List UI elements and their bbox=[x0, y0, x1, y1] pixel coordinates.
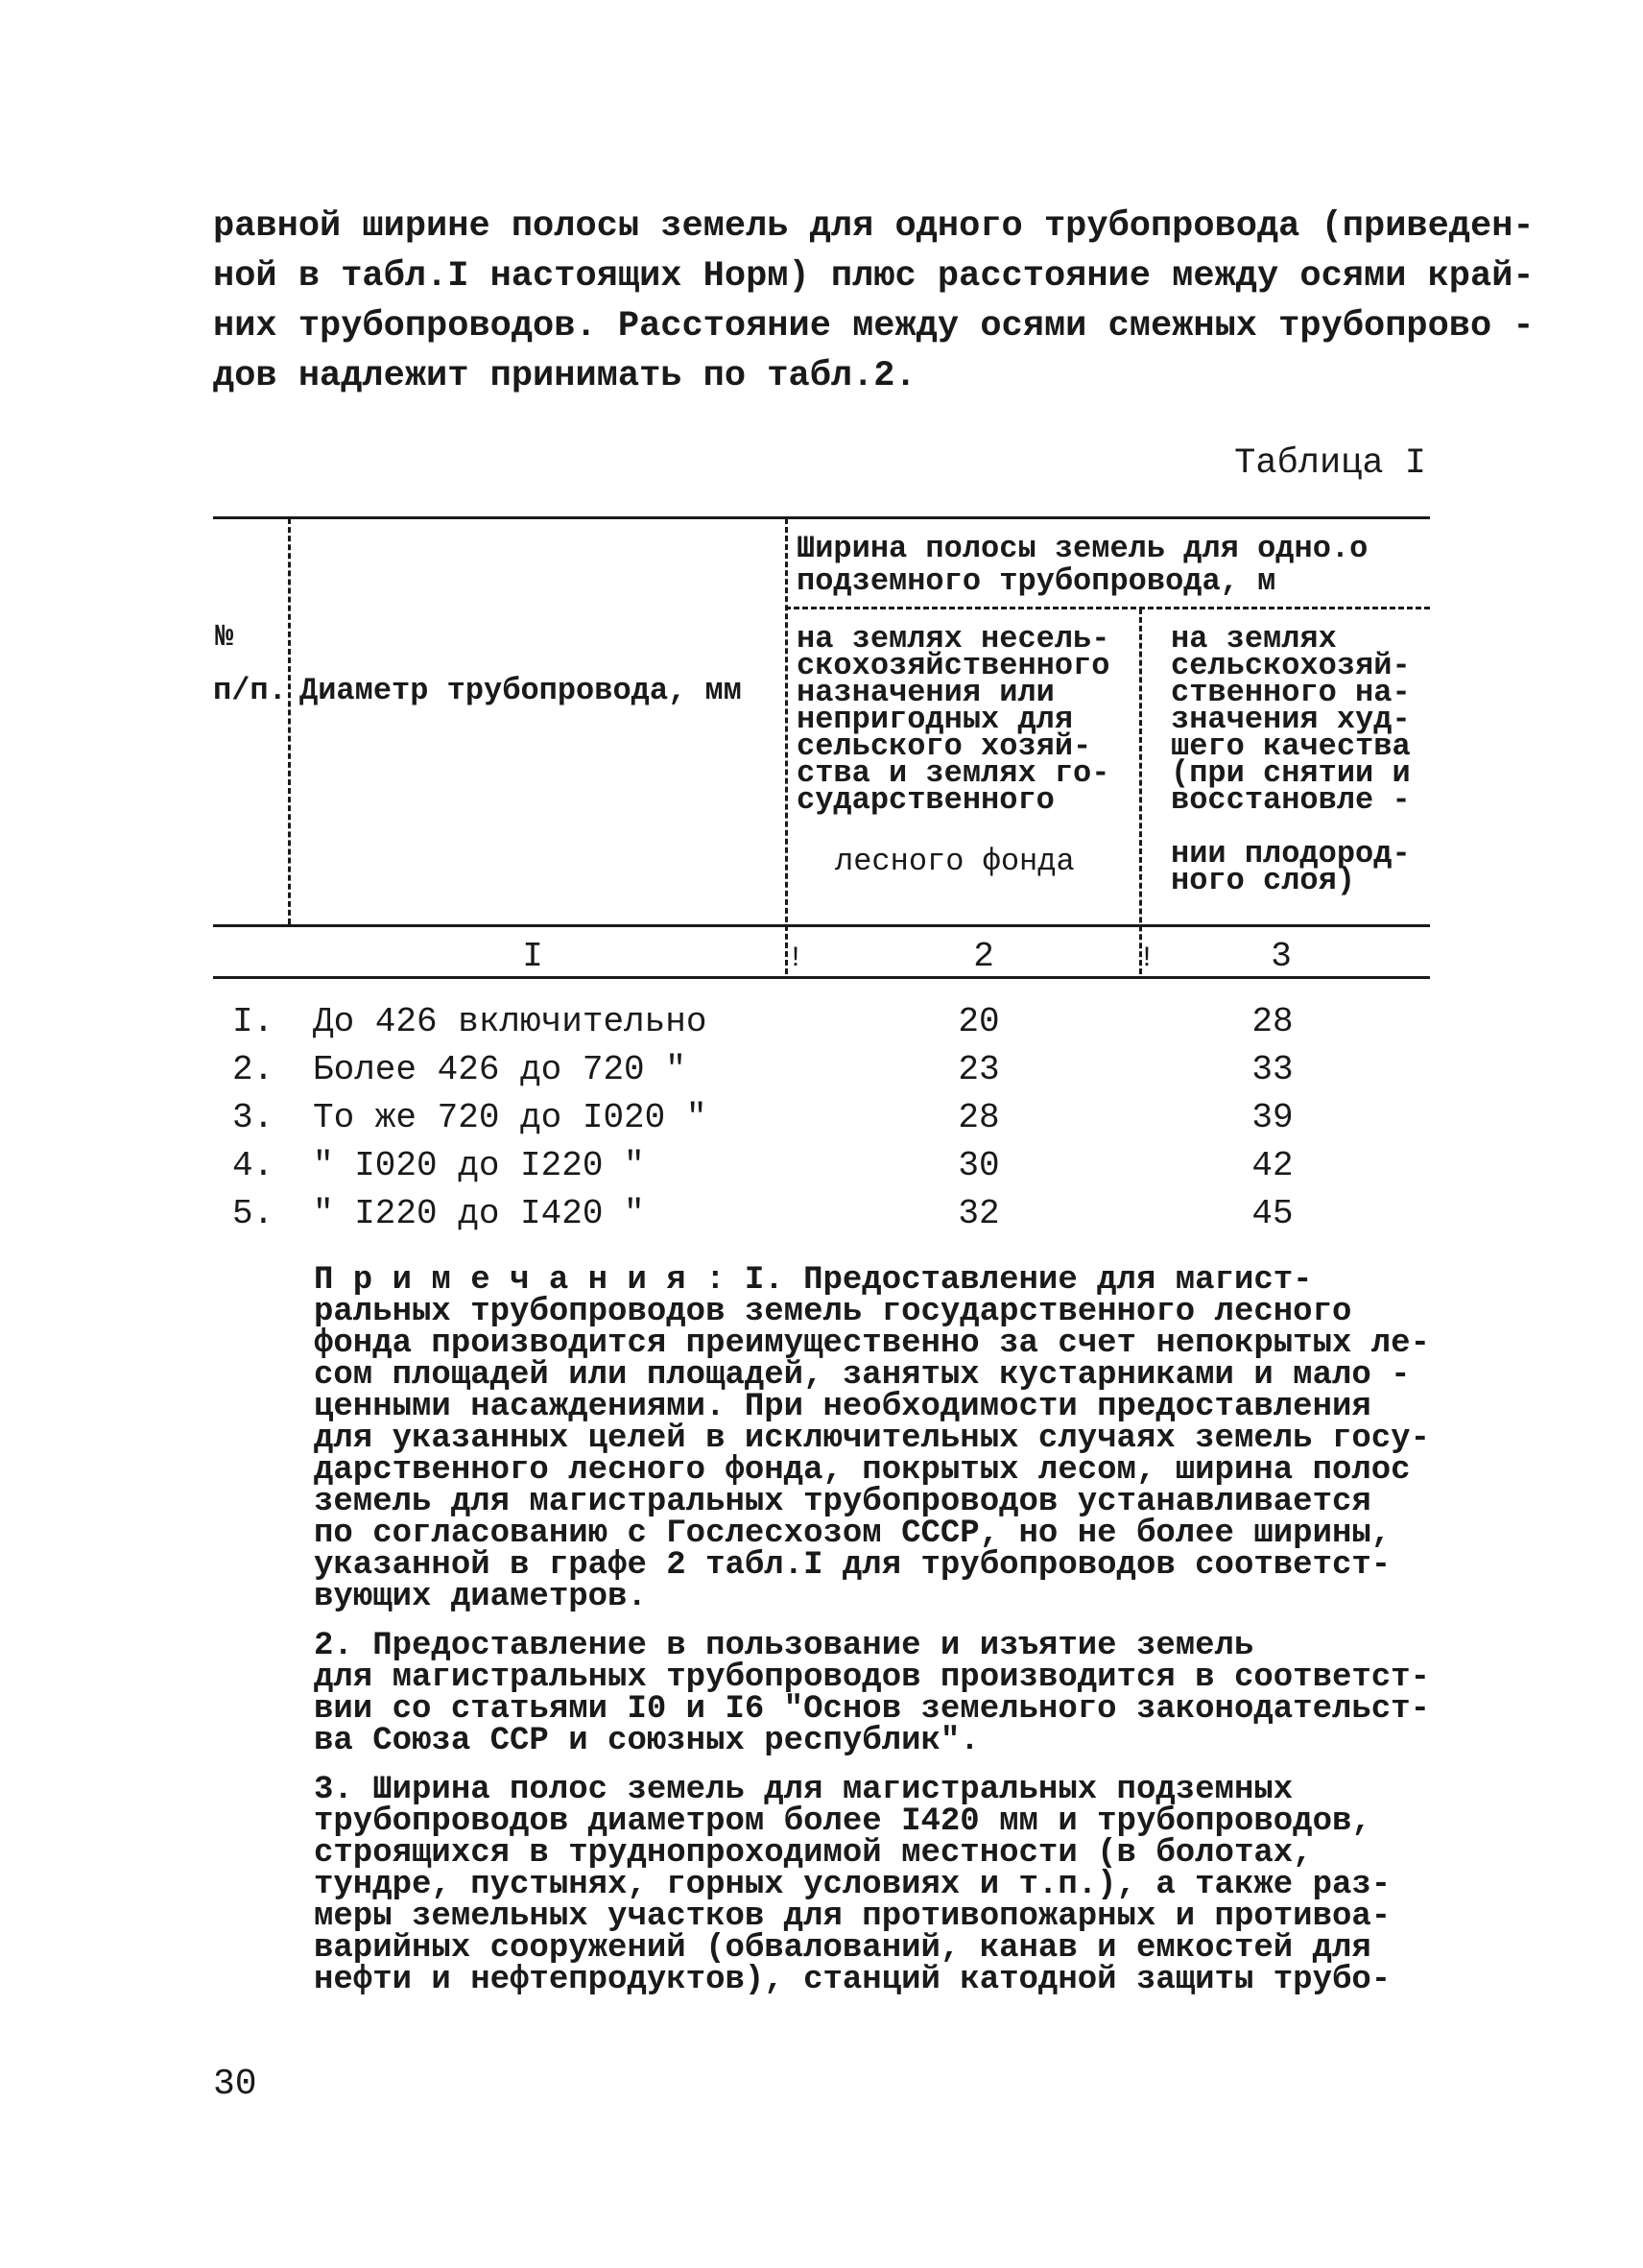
table-header-rule bbox=[213, 924, 1430, 927]
table-subheader-rule bbox=[785, 607, 1430, 609]
header-col2-line: ства и землях го- bbox=[797, 755, 1110, 791]
column-number: 3 bbox=[1271, 937, 1292, 976]
header-col3-line: восстановле - bbox=[1171, 782, 1411, 818]
row-diameter: Более 426 до 720 " bbox=[313, 1050, 686, 1089]
intro-line: дов надлежит принимать по табл.2. bbox=[213, 356, 917, 396]
header-col3-line: (при снятии и bbox=[1171, 755, 1411, 791]
header-width-line: подземного трубопровода, м bbox=[797, 563, 1276, 599]
notes-line: варийных сооружений (обвалований, канав и емкостей для bbox=[314, 1930, 1371, 1967]
notes-line: земель для магистральных трубопроводов устанавливается bbox=[314, 1484, 1371, 1520]
row-number: 3. bbox=[232, 1098, 274, 1137]
row-col3-value: 45 bbox=[1251, 1194, 1294, 1233]
notes-line: ральных трубопроводов земель государственного лесного bbox=[314, 1294, 1352, 1330]
row-col2-value: 28 bbox=[958, 1098, 1000, 1137]
notes-line: тундре, пустынях, горных условиях и т.п.), а также раз- bbox=[314, 1867, 1392, 1903]
notes-line: П р и м е ч а н и я : I. Предоставление для магист- bbox=[314, 1262, 1313, 1299]
table-divider bbox=[785, 518, 788, 974]
notes-line: 3. Ширина полос земель для магистральных подземных bbox=[314, 1772, 1294, 1808]
notes-line: нефти и нефтепродуктов), станций катодной защиты трубо- bbox=[314, 1962, 1392, 1998]
row-number: I. bbox=[232, 1002, 274, 1041]
header-width-line: Ширина полосы земель для одно.о bbox=[797, 531, 1369, 566]
notes-line: сом площадей или площадей, занятых кустарниками и мало - bbox=[314, 1357, 1411, 1394]
row-number: 5. bbox=[232, 1194, 274, 1233]
table-colnum-rule bbox=[213, 976, 1430, 979]
row-col3-value: 39 bbox=[1251, 1098, 1294, 1137]
colnum-divider-glyph: ! bbox=[1138, 943, 1156, 975]
table-caption: Таблица I bbox=[1234, 443, 1426, 484]
notes-line: меры земельных участков для противопожарных и противоа- bbox=[314, 1898, 1392, 1935]
row-diameter: " I220 до I420 " bbox=[313, 1194, 645, 1233]
notes-line: для магистральных трубопроводов производится в соответст- bbox=[314, 1659, 1430, 1696]
notes-line: трубопроводов диаметром более I420 мм и трубопроводов, bbox=[314, 1803, 1371, 1840]
notes-line: 2. Предоставление в пользование и изъятие земель bbox=[314, 1628, 1254, 1664]
notes-line: ценными насаждениями. При необходимости предоставления bbox=[314, 1389, 1371, 1425]
notes-line: для указанных целей в исключительных случаях земель госу- bbox=[314, 1420, 1430, 1457]
header-col3-line: сельскохозяй- bbox=[1171, 648, 1411, 683]
notes-line: ва Союза ССР и союзных республик". bbox=[314, 1723, 980, 1759]
row-diameter: То же 720 до I020 " bbox=[313, 1098, 707, 1137]
notes-line: по согласованию с Гослесхозом СССР, но не более ширины, bbox=[314, 1516, 1392, 1552]
row-col2-value: 32 bbox=[958, 1194, 1000, 1233]
header-col2-line: непригодных для bbox=[797, 702, 1074, 737]
header-col2-line: на землях несель- bbox=[797, 621, 1110, 657]
header-diameter: Диаметр трубопровода, мм bbox=[299, 673, 742, 708]
table-divider bbox=[288, 518, 291, 924]
colnum-divider-glyph: ! bbox=[787, 943, 805, 975]
column-number: I bbox=[522, 937, 543, 976]
row-col3-value: 33 bbox=[1251, 1050, 1294, 1089]
header-col2-line: сельского хозяй- bbox=[797, 728, 1092, 764]
notes-line: фонда производится преимущественно за счет непокрытых ле- bbox=[314, 1325, 1430, 1362]
intro-line: равной ширине полосы земель для одного трубопровода (приведен- bbox=[213, 206, 1535, 247]
header-col3-line: ственного на- bbox=[1171, 675, 1411, 710]
notes-line: строящихся в труднопроходимой местности (в болотах, bbox=[314, 1835, 1313, 1872]
row-diameter: До 426 включительно bbox=[313, 1002, 707, 1041]
column-number: 2 bbox=[973, 937, 994, 976]
header-col3-line: шего качества bbox=[1171, 728, 1411, 764]
row-number: 4. bbox=[232, 1146, 274, 1185]
header-no-symbol: № bbox=[215, 619, 234, 655]
header-col2-line: назначения или bbox=[797, 675, 1055, 710]
header-col2-line: скохозяйственного bbox=[797, 648, 1110, 683]
notes-line: дарственного лесного фонда, покрытых лесом, ширина полос bbox=[314, 1452, 1411, 1489]
page-number: 30 bbox=[213, 2064, 257, 2105]
table-top-rule bbox=[213, 516, 1430, 519]
notes-line: указанной в графе 2 табл.I для трубопроводов соответст- bbox=[314, 1547, 1392, 1584]
table-divider bbox=[1139, 609, 1142, 974]
intro-line: них трубопроводов. Расстояние между осями смежных трубопрово - bbox=[213, 306, 1535, 346]
header-col3-line: на землях bbox=[1171, 621, 1337, 657]
row-diameter: " I020 до I220 " bbox=[313, 1146, 645, 1185]
row-col2-value: 20 bbox=[958, 1002, 1000, 1041]
notes-line: вующих диаметров. bbox=[314, 1579, 647, 1615]
header-col3-line: ного слоя) bbox=[1171, 863, 1356, 898]
header-no-label: п/п. bbox=[213, 673, 287, 708]
row-col2-value: 30 bbox=[958, 1146, 1000, 1185]
notes-line: вии со статьями I0 и I6 "Основ земельного законодательст- bbox=[314, 1691, 1430, 1728]
header-col3-line: значения худ- bbox=[1171, 702, 1411, 737]
header-col2-line: лесного фонда bbox=[835, 844, 1075, 879]
row-col2-value: 23 bbox=[958, 1050, 1000, 1089]
row-col3-value: 28 bbox=[1251, 1002, 1294, 1041]
header-col3-line: нии плодород- bbox=[1171, 836, 1411, 871]
row-col3-value: 42 bbox=[1251, 1146, 1294, 1185]
intro-line: ной в табл.I настоящих Норм) плюс расстояние между осями край- bbox=[213, 256, 1535, 297]
row-number: 2. bbox=[232, 1050, 274, 1089]
header-col2-line: сударственного bbox=[797, 782, 1055, 818]
